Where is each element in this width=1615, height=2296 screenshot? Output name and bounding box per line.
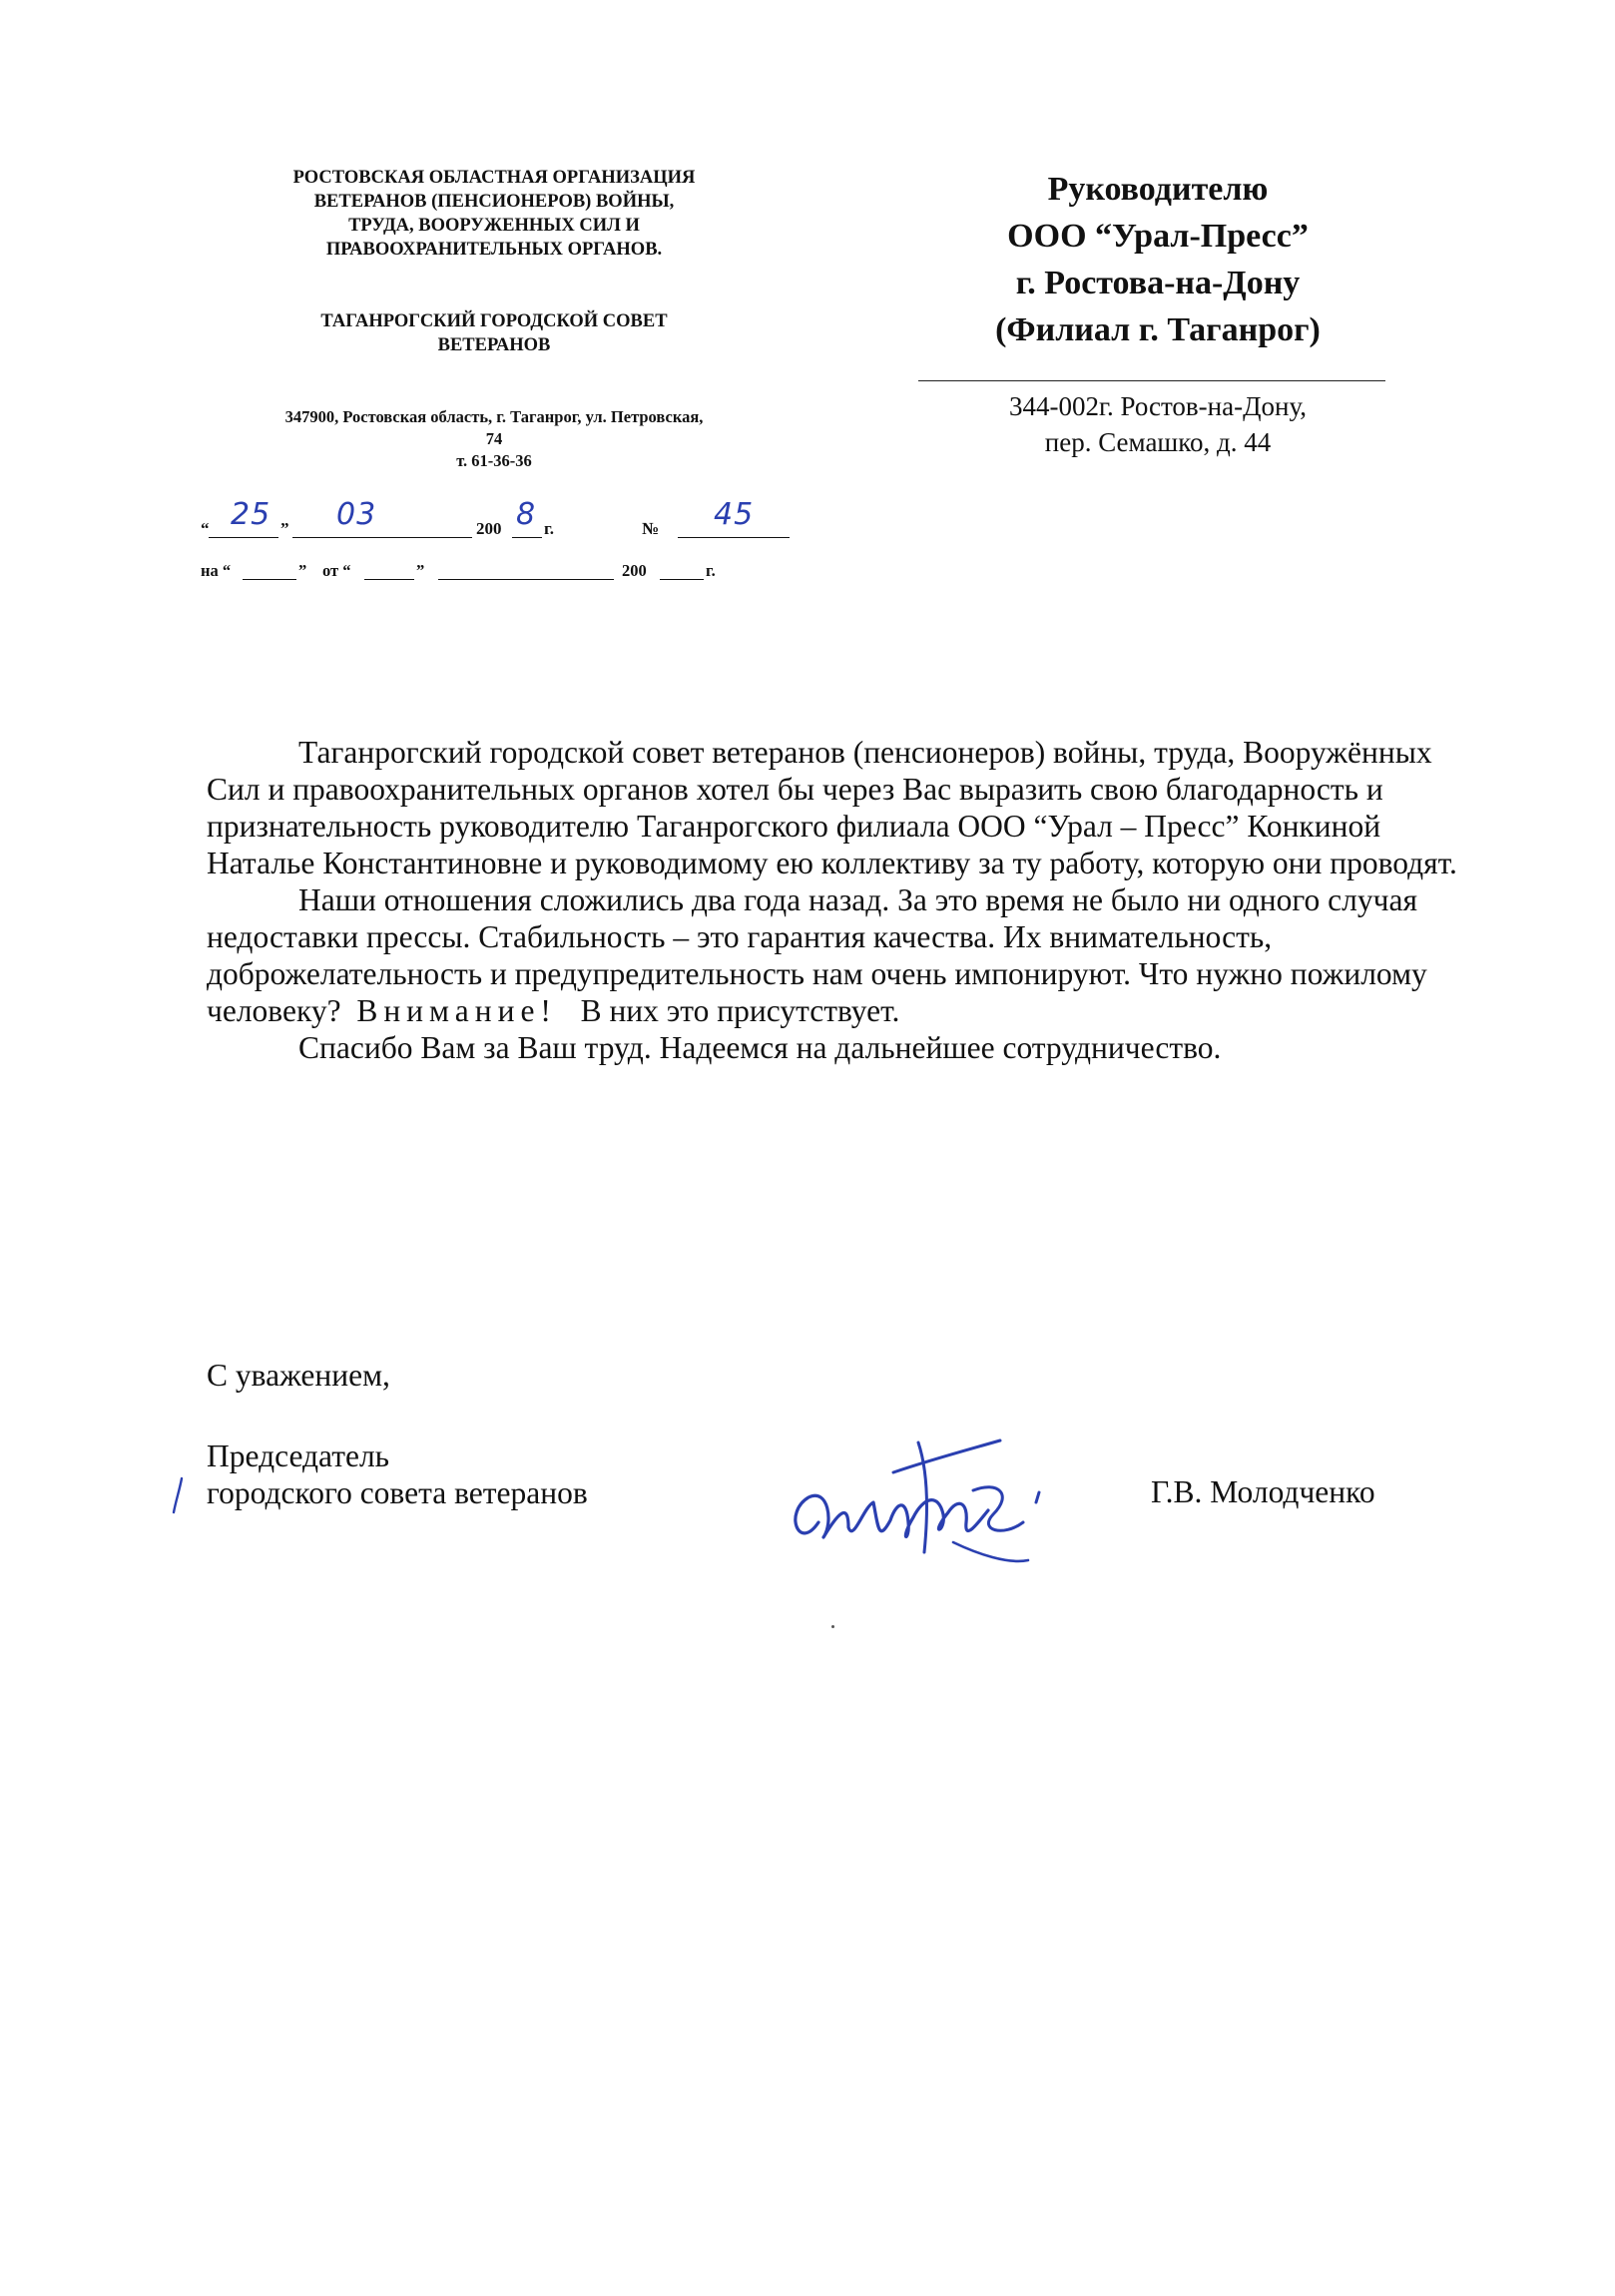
paragraph-2-end: В них это присутствует.	[580, 993, 900, 1028]
recipient-title: Руководителю	[1047, 171, 1269, 208]
year-underline	[512, 537, 542, 538]
reference-month-blank	[438, 579, 614, 580]
organization-name	[195, 166, 794, 262]
margin-mark	[168, 1475, 188, 1515]
reference-from-blank	[364, 579, 414, 580]
handwritten-year-digit: 8	[516, 497, 537, 532]
sender-address-line: 347900, Ростовская область, г. Таганрог, ул. Петровская,	[284, 407, 704, 426]
recipient	[898, 166, 1417, 353]
handwritten-number: 45	[714, 497, 755, 532]
handwritten-signature	[779, 1403, 1078, 1582]
recipient-company: ООО “Урал-Пресс”	[1007, 218, 1309, 255]
paragraph-2-start: Наши отношения сложились два года назад. За это время не было ни одного случая недоставки прессы. Стабильность – это гарантия качества. Их внимательность, доброжелательность и предупредительность нам очень импонируют. Что нужно пожилому человеку?	[207, 882, 1427, 1028]
month-underline	[292, 537, 472, 538]
body-paragraph-2	[207, 881, 1464, 1029]
organization-line: РОСТОВСКАЯ ОБЛАСТНАЯ ОРГАНИЗАЦИЯ	[292, 168, 696, 188]
closing-regards: С уважением,	[207, 1358, 390, 1393]
reference-year-suffix: г.	[706, 561, 716, 580]
year-prefix: 200	[476, 519, 502, 538]
council-line: ТАГАНРОГСКИЙ ГОРОДСКОЙ СОВЕТ	[320, 311, 668, 331]
day-underline	[209, 537, 278, 538]
recipient-address-line: 344-002г. Ростов-на-Дону,	[1008, 391, 1308, 421]
handwritten-month: 03	[336, 497, 377, 532]
quote-close: ”	[280, 519, 289, 538]
body-paragraph-3: Спасибо Вам за Ваш труд. Надеемся на дальнейшее сотрудничество.	[298, 1030, 1222, 1065]
quote-open: “	[201, 519, 210, 538]
recipient-divider	[918, 380, 1385, 381]
recipient-address-line: пер. Семашко, д. 44	[1044, 427, 1272, 457]
paper-speck	[831, 1625, 834, 1628]
council-name	[195, 309, 794, 357]
number-underline	[678, 537, 790, 538]
letter-body	[207, 734, 1464, 1066]
reference-from-close: ”	[416, 561, 425, 580]
signer-title-line: городского совета ветеранов	[207, 1475, 588, 1510]
sender-phone: т. 61-36-36	[456, 451, 532, 470]
sender-address	[195, 406, 794, 472]
recipient-branch: (Филиал г. Таганрог)	[995, 311, 1321, 348]
reference-from-label: от “	[322, 561, 351, 580]
reference-year-blank	[660, 579, 704, 580]
body-paragraph-1: Таганрогский городской совет ветеранов (пенсионеров) войны, труда, Вооружённых Сил и правоохранительных органов хотел бы через Вас выразить свою благодарность и признательность руководителю Таганрогского филиала ООО “Урал – Пресс” Конкиной Наталье Константиновне и руководимому ею коллективу за ту работу, которую они проводят.	[207, 735, 1457, 880]
signer-title-line: Председатель	[207, 1438, 390, 1473]
reference-on-blank	[243, 579, 296, 580]
recipient-address	[898, 388, 1417, 460]
emphasis-attention: Внимание!	[356, 993, 557, 1028]
council-line: ВЕТЕРАНОВ	[437, 335, 551, 355]
recipient-city: г. Ростова-на-Дону	[1015, 265, 1301, 301]
reference-year-prefix: 200	[622, 561, 647, 580]
number-sign: №	[642, 519, 660, 538]
sender-address-line: 74	[485, 429, 503, 448]
organization-line: ТРУДА, ВООРУЖЕННЫХ СИЛ И	[348, 216, 640, 236]
organization-line: ПРАВООХРАНИТЕЛЬНЫХ ОРГАНОВ.	[325, 240, 663, 260]
organization-line: ВЕТЕРАНОВ (ПЕНСИОНЕРОВ) ВОЙНЫ,	[313, 192, 675, 212]
date-number-row	[195, 497, 794, 537]
reference-on-label: на “	[201, 561, 232, 580]
handwritten-day: 25	[231, 497, 271, 532]
reference-on-close: ”	[298, 561, 307, 580]
year-suffix: г.	[544, 519, 555, 538]
signer-name: Г.В. Молодченко	[1151, 1474, 1375, 1509]
reference-row	[195, 555, 794, 585]
signer-title	[207, 1437, 588, 1511]
